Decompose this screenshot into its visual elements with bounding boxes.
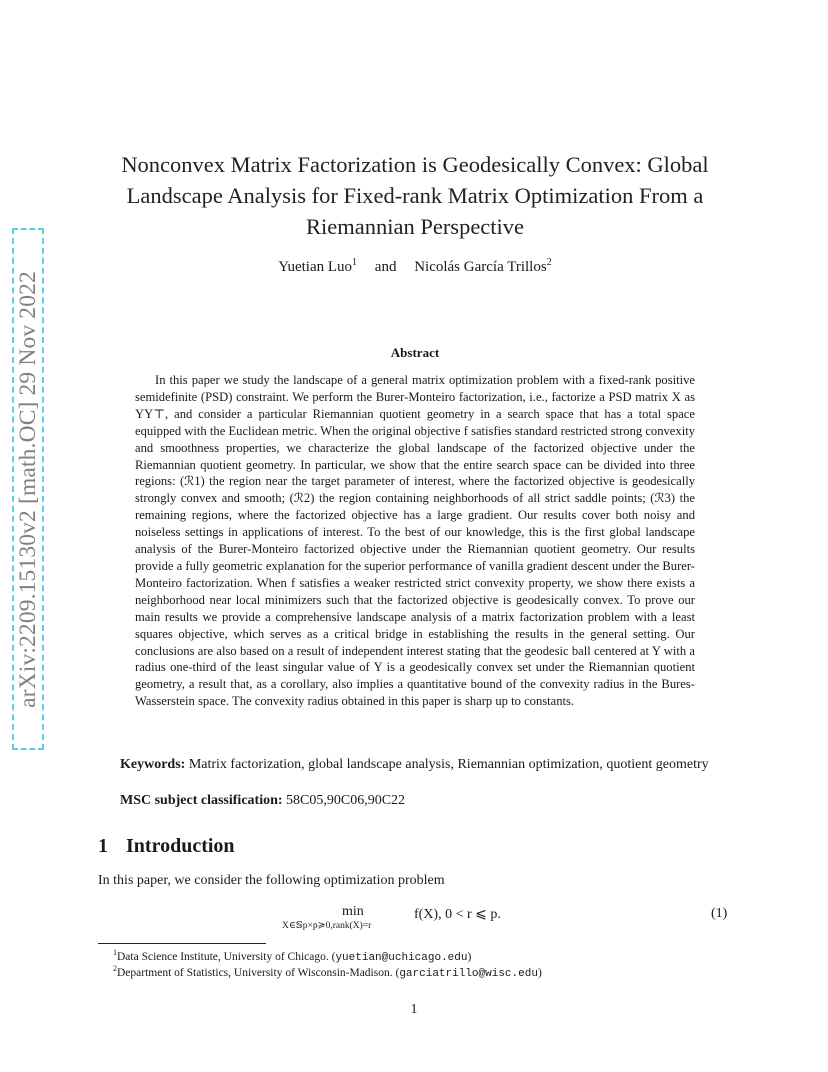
- abstract-body: In this paper we study the landscape of a general matrix optimization problem with a fixed-rank positive semidefinite (PSD) constraint. We perform the Burer-Monteiro factorization, i.e., factorize a PSD matrix X as YY⊤, and consider a particular Riemannian quotient geometry in a search space that has a total space equipped with the Euclidean metric. When the original objective f satisfies standard restricted strong convexity and smoothness properties, we characterize the global landscape of the factorized objective under the Riemannian quotient geometry. In particular, we show that the entire search space can be divided into three regions: (ℛ1) the region near the target parameter of interest, where the factorized objective is geodesically strongly convex and smooth; (ℛ2) the region containing neighborhoods of all strict saddle points; (ℛ3) the remaining regions, where the factorized objective has a large gradient. Our results cover both noisy and noiseless settings in applications of interest. To the best of our knowledge, this is the first global landscape analysis of the Burer-Monteiro factorized objective under the Riemannian quotient geometry. Our results provide a fully geometric explanation for the superior performance of vanilla gradient descent under the Burer-Monteiro factorization. When f satisfies a weaker restricted strict convexity property, we show there exists a neighborhood near local minimizers such that the factorized objective is geodesically convex. To prove our main results we provide a comprehensive landscape analysis of a matrix factorization problem with a least squares objective, which serves as a critical bridge in establishing the results in the general setting. Our conclusions are also based on a result of independent interest stating that the geodesic ball centered at Y with a radius one-third of the least singular value of Y is a geodesically convex set under the Riemannian quotient geometry, a result that, as a corollary, also implies a quantitative bound of the convexity radius in the Bures-Wasserstein space. The convexity radius obtained in this paper is sharp up to constants.: [135, 373, 695, 709]
- footnote-email[interactable]: garciatrillo@wisc.edu: [399, 967, 538, 980]
- equation-operator: min: [342, 904, 364, 919]
- abstract-heading: Abstract: [390, 345, 440, 360]
- section-title: Introduction: [126, 835, 235, 857]
- msc-line: [120, 793, 405, 809]
- keywords-label: Keywords:: [120, 757, 186, 772]
- equation-subscript: X∈𝕊p×p≽0,rank(X)=r: [282, 921, 372, 931]
- footnote: [113, 948, 471, 964]
- paper-title: Nonconvex Matrix Factorization is Geodesically Convex: Global Landscape Analysis for Fixed-rank Matrix Optimization From a Riemannian Perspective: [121, 152, 709, 239]
- footnote-mark: 1: [113, 948, 117, 957]
- footnote-mark: 2: [113, 964, 117, 973]
- footnote-text: Data Science Institute, University of Chicago. (: [117, 950, 336, 963]
- author-name: Nicolás García Trillos: [414, 259, 547, 275]
- author-conjunction: and: [374, 259, 397, 275]
- msc-codes: 58C05,90C06,90C22: [286, 793, 406, 808]
- arxiv-stamp: [12, 228, 44, 750]
- footnote-rule: [98, 943, 266, 944]
- footnote-text: Department of Statistics, University of Wisconsin-Madison. (: [117, 966, 400, 979]
- footnote: [113, 964, 542, 980]
- author-name: Yuetian Luo: [278, 259, 353, 275]
- affiliation-mark: 2: [546, 257, 552, 268]
- keywords-paragraph: [98, 756, 734, 775]
- msc-label: MSC subject classification:: [120, 793, 283, 808]
- arxiv-identifier: arXiv:2209.15130v2 [math.OC] 29 Nov 2022: [14, 270, 41, 708]
- keywords-text: Matrix factorization, global landscape analysis, Riemannian optimization, quotient geometry: [188, 757, 709, 772]
- intro-paragraph: In this paper, we consider the following optimization problem: [98, 873, 445, 888]
- footnote-close: ): [467, 950, 472, 963]
- equation-body: f(X), 0 < r ⩽ p.: [414, 907, 501, 922]
- footnote-email[interactable]: yuetian@uchicago.edu: [335, 951, 468, 964]
- author-line: [100, 257, 730, 276]
- footnote-close: ): [537, 966, 542, 979]
- section-number: 1: [98, 835, 108, 857]
- equation-number: (1): [711, 906, 728, 921]
- section-heading: [98, 835, 235, 858]
- affiliation-mark: 1: [352, 257, 358, 268]
- page-number: 1: [410, 1002, 418, 1017]
